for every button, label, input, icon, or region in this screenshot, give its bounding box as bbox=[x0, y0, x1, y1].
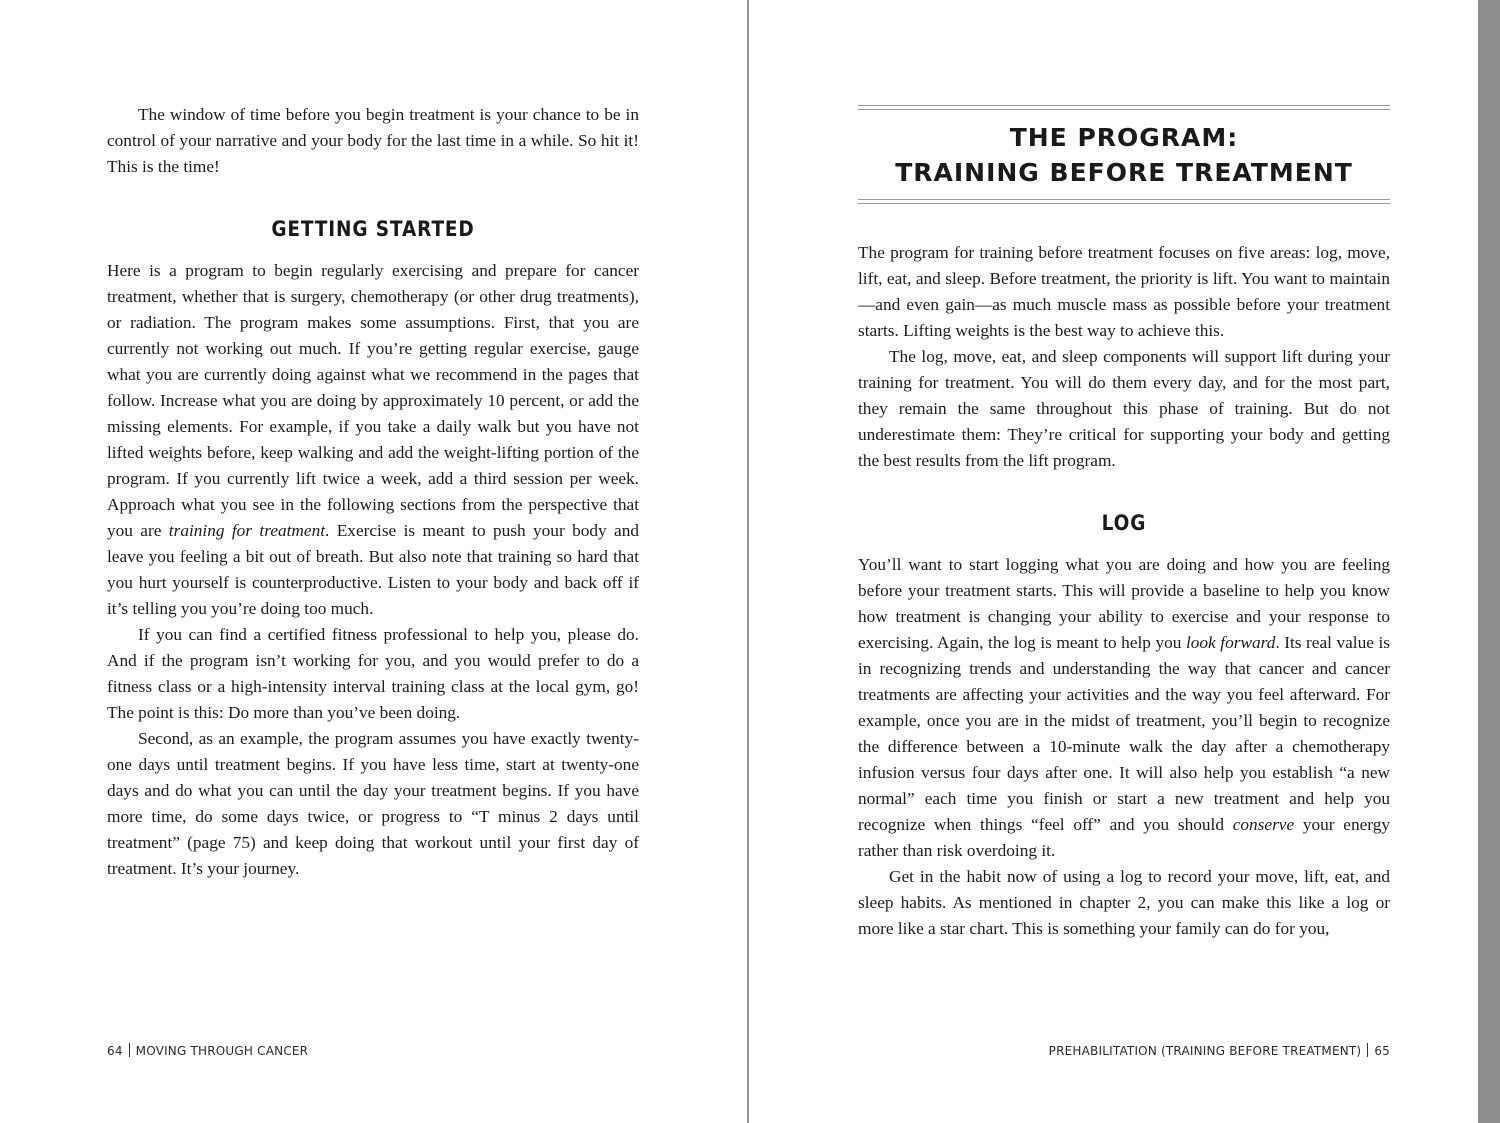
right-paragraph-4: Get in the habit now of using a log to record your move, lift, eat, and sleep habits. As mentioned in chapter 2, you can make this like a log or more like a star chart. This is something your family can do for you, bbox=[858, 867, 1390, 938]
left-paragraph-1-emphasis: training for treatment bbox=[168, 521, 326, 540]
right-paragraph-3-part-b: . Its real value is in recognizing trends and understanding the way that cancer and cancer treatments are affecting your activities and the way you feel afterward. For example, once you are in the midst of treatment, you’ll begin to recognize the difference between a 10-minute walk the day after a chemotherapy infusion versus four days after one. It will also help you establish “a new normal” each time you finish or start a new treatment and help you recognize when things “feel off” and you should bbox=[858, 633, 1390, 834]
left-paragraph-1 bbox=[107, 258, 639, 622]
book-gutter bbox=[747, 0, 749, 1123]
chapter-title-line-1: THE PROGRAM: bbox=[1009, 123, 1239, 152]
right-paragraph-3-emphasis-1: look forward bbox=[1185, 633, 1276, 652]
footer-divider bbox=[1367, 1043, 1368, 1057]
right-log-text bbox=[858, 552, 1390, 942]
left-running-footer bbox=[107, 1043, 308, 1058]
right-paragraph-3-part-a: You’ll want to start logging what you are doing and how you are feeling before your treatment starts. This will provide a baseline to help you know how treatment is changing your ability to exercise and your response to exercising. Again, the log is meant to help you bbox=[858, 555, 1390, 652]
left-paragraph-2: If you can find a certified fitness professional to help you, please do. And if the program isn’t working for you, and you would prefer to do a fitness class or a high-intensity interval training class at the local gym, go! The point is this: Do more than you’ve been doing. bbox=[107, 625, 639, 722]
getting-started-heading: GETTING STARTED bbox=[271, 217, 475, 241]
right-paragraph-1: The program for training before treatment focuses on five areas: log, move, lift, eat, and sleep. Before treatment, the priority is lift. You want to maintain—and even gain—as much muscle mass as possible before your treatment starts. Lifting weights is the best way to achieve this. bbox=[858, 243, 1390, 340]
scrollbar-edge bbox=[1478, 0, 1500, 1123]
chapter-title-line-2: TRAINING BEFORE TREATMENT bbox=[895, 158, 1353, 187]
footer-divider bbox=[129, 1043, 130, 1057]
left-paragraph-1-part-a: Here is a program to begin regularly exercising and prepare for cancer treatment, whether that is surgery, chemotherapy (or other drug treatments), or radiation. The program makes some assumptions. First, that you are currently not working out much. If you’re getting regular exercise, gauge what you are currently doing against what we recommend in the pages that follow. Increase what you are doing by approximately 10 percent, or add the missing elements. For example, if you take a daily walk but you have not lifted weights before, keep walking and add the weight-lifting portion of the program. If you currently lift twice a week, add a third session per week. Approach what you see in the following sections from the perspective that you are bbox=[107, 261, 639, 540]
log-heading: LOG bbox=[1101, 511, 1147, 535]
right-paragraph-3-part-c: your energy rather than risk overdoing it. bbox=[858, 815, 1390, 860]
chapter-heading-block bbox=[858, 105, 1390, 204]
right-paragraph-2: The log, move, eat, and sleep components will support lift during your training for treatment. You will do them every day, and for the most part, they remain the same throughout this phase of training. But do not underestimate them: They’re critical for supporting your body and getting the best results from the lift program. bbox=[858, 347, 1390, 470]
right-paragraph-3-emphasis-2: conserve bbox=[1232, 815, 1295, 834]
book-title-footer: MOVING THROUGH CANCER bbox=[135, 1044, 309, 1058]
left-page bbox=[107, 0, 639, 1123]
chapter-rule-top bbox=[858, 105, 1390, 110]
right-running-footer bbox=[1049, 1043, 1390, 1058]
left-body-text bbox=[107, 258, 639, 882]
left-paragraph-1-part-b: . Exercise is meant to push your body and leave you feeling a bit out of breath. But also note that training so hard that you hurt yourself is counterproductive. Listen to your body and back off if it’s telling you you’re doing too much. bbox=[107, 521, 639, 618]
intro-paragraph: The window of time before you begin treatment is your chance to be in control of your narrative and your body for the last time in a while. So hit it! This is the time! bbox=[107, 105, 639, 176]
chapter-title bbox=[858, 120, 1390, 190]
chapter-rule-bottom bbox=[858, 199, 1390, 204]
left-page-number: 64 bbox=[107, 1044, 123, 1058]
right-intro-text bbox=[858, 240, 1390, 474]
right-page bbox=[858, 0, 1390, 1123]
chapter-title-footer: PREHABILITATION (TRAINING BEFORE TREATMENT) bbox=[1048, 1044, 1362, 1058]
right-paragraph-3 bbox=[858, 552, 1390, 864]
right-page-number: 65 bbox=[1374, 1044, 1390, 1058]
left-paragraph-3: Second, as an example, the program assumes you have exactly twenty-one days until treatment begins. If you have less time, start at twenty-one days and do what you can until the day your treatment begins. If you have more time, do some days twice, or progress to “T minus 2 days until treatment” (page 75) and keep doing that workout until your first day of treatment. It’s your journey. bbox=[107, 729, 639, 878]
